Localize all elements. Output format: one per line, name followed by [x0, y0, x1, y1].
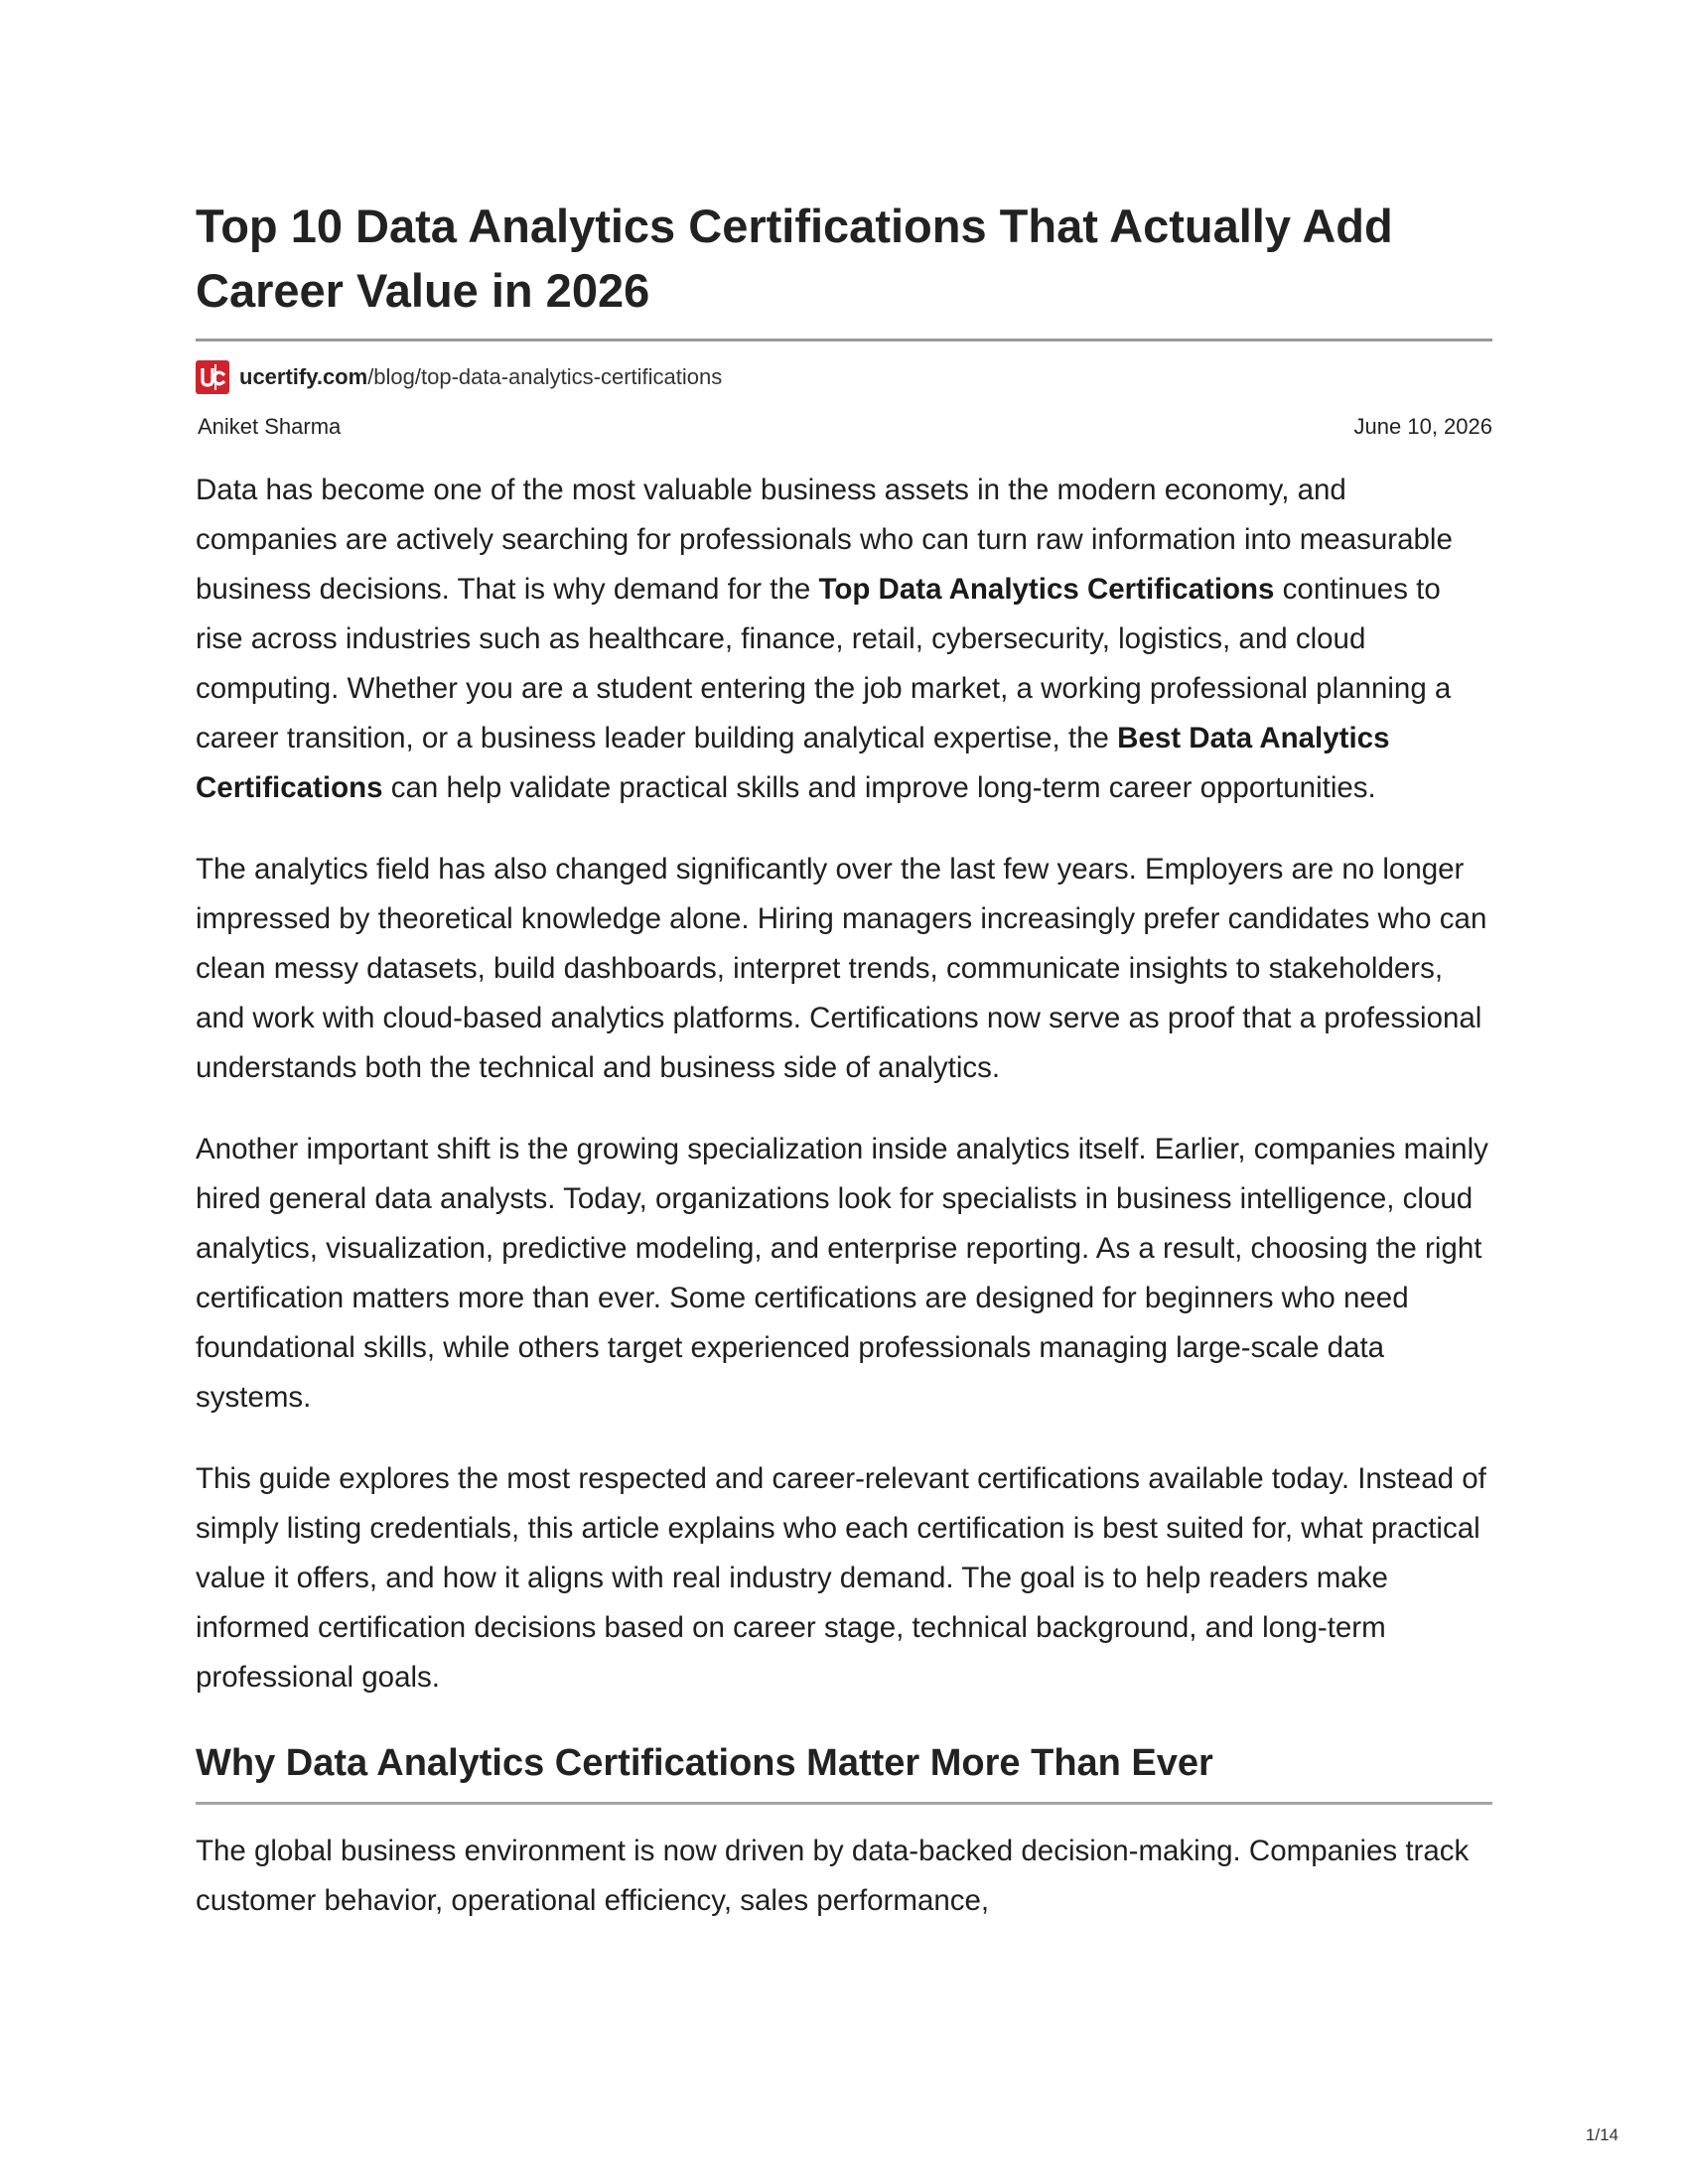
article-title: Top 10 Data Analytics Certifications That Actually Add Career Value in 2026: [196, 200, 1393, 317]
article-page: [196, 194, 1492, 1958]
paragraph-text: Data has become one of the most valuable business assets in the modern economy, and companies are actively searching for professionals who can turn raw information into measurable business decisions. That is why demand for the: [196, 474, 1453, 606]
paragraph: Another important shift is the growing specialization inside analytics itself. Earlier, companies mainly hired general data analysts. Today, organizations look for specialists in business intelligence, cloud analytics, visualization, predictive modeling, and enterprise reporting. As a result, choosing the right certification matters more than ever. Some certifications are designed for beginners who need foundational skills, while others target experienced professionals managing large-scale data systems.: [196, 1133, 1488, 1414]
bold-keyword: Best Data Analytics Certifications: [196, 722, 1390, 804]
paragraph: The analytics field has also changed significantly over the last few years. Employers are no longer impressed by theoretical knowledge alone. Hiring managers increasingly prefer candidates who can clean messy datasets, build dashboards, interpret trends, communicate insights to stakeholders, and work with cloud-based analytics platforms. Certifications now serve as proof that a professional understands both the technical and business side of analytics.: [196, 853, 1487, 1084]
title-divider: [196, 339, 1492, 341]
section-divider: [196, 1802, 1492, 1805]
source-domain: ucertify.com: [239, 364, 368, 389]
bold-keyword: Top Data Analytics Certifications: [818, 573, 1275, 606]
paragraph: This guide explores the most respected and career-relevant certifications available today. Instead of simply listing credentials, this article explains who each certification is best suited for, what practical value it offers, and how it aligns with real industry demand. The goal is to help readers make informed certification decisions based on career stage, technical background, and long-term professional goals.: [196, 1462, 1486, 1694]
source-path: /blog/top-data-analytics-certifications: [367, 364, 723, 389]
byline: [196, 414, 1492, 440]
intro-paragraph: [196, 466, 1492, 813]
paragraph-text: can help validate practical skills and improve long-term career opportunities.: [382, 771, 1376, 804]
article-body: [196, 466, 1492, 1926]
paragraph-text: continues to rise across industries such as healthcare, finance, retail, cybersecurity, logistics, and cloud computing. Whether you are a student entering the job market, a working professional planning a career transition, or a business leader building analytical expertise, the: [196, 573, 1452, 754]
source-url[interactable]: [239, 364, 722, 390]
author-name: Aniket Sharma: [198, 414, 342, 439]
ucertify-logo-icon: [196, 360, 229, 394]
source-line: [196, 359, 1492, 395]
section-heading: Why Data Analytics Certifications Matter More Than Ever: [196, 1742, 1213, 1784]
page-number: 1/14: [1585, 2125, 1618, 2144]
section-paragraph: The global business environment is now driven by data-backed decision-making. Companies track customer behavior, operational efficiency, sales performance,: [196, 1835, 1470, 1917]
publish-date: June 10, 2026: [1353, 414, 1492, 439]
